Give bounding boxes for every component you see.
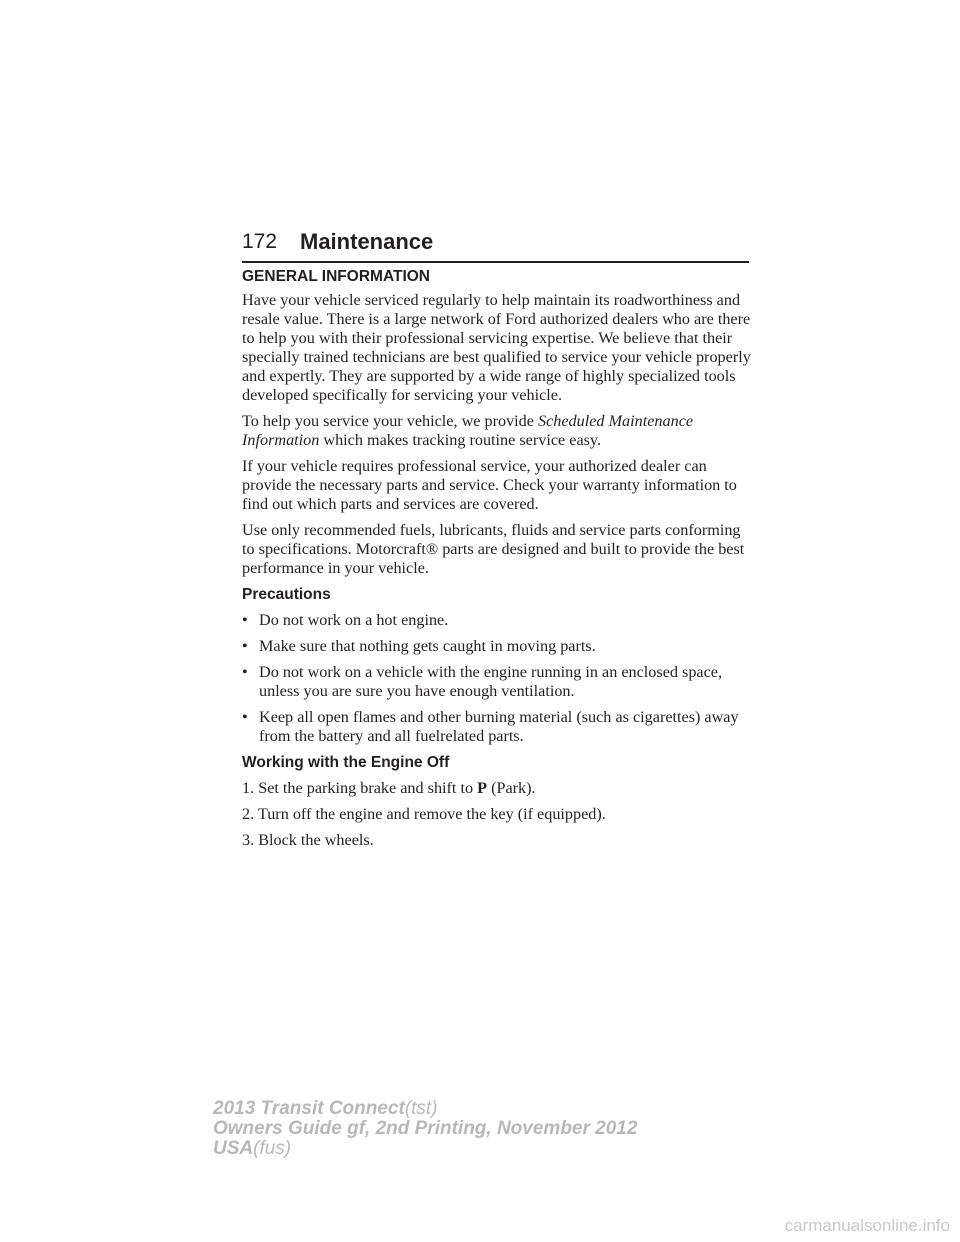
site-watermark: carmanualsonline.info: [784, 1216, 950, 1235]
list-item-text: Keep all open flames and other burning material (such as cigarettes) away from the battery and all fuelrelated parts.: [259, 708, 739, 745]
print-footer: [213, 1099, 637, 1159]
footer-line-2: Owners Guide gf, 2nd Printing, November 2012: [213, 1118, 638, 1139]
scheduled-maintenance-title: Scheduled Maintenance Information: [242, 412, 694, 449]
bullet: •: [242, 637, 248, 655]
list-item: [242, 708, 757, 746]
step-text-tail: (Park).: [487, 779, 536, 797]
general-paragraph-2-text: To help you service your vehicle, we provide: [242, 412, 538, 430]
engine-off-heading: Working with the Engine Off: [242, 754, 450, 771]
general-paragraph-3: If your vehicle requires professional service, your authorized dealer can provide the necessary parts and service. Check your warranty information to find out which parts and services are covered.: [242, 457, 737, 513]
bullet: •: [242, 663, 248, 681]
page-content: [242, 267, 757, 857]
page-header: [242, 227, 749, 263]
list-item-text: Make sure that nothing gets caught in moving parts.: [259, 637, 596, 655]
footer-model: 2013 Transit Connect: [213, 1098, 405, 1119]
engine-off-steps: [242, 779, 757, 850]
bullet: •: [242, 611, 248, 629]
section-title: Maintenance: [300, 229, 434, 254]
bullet: •: [242, 708, 248, 726]
list-item-text: Do not work on a hot engine.: [259, 611, 449, 629]
step-text: 1. Set the parking brake and shift to: [242, 779, 478, 797]
page-number: 172: [242, 230, 278, 253]
park-gear-letter: P: [477, 779, 488, 797]
general-information-heading: GENERAL INFORMATION: [242, 268, 431, 285]
footer-region: USA: [213, 1138, 254, 1159]
precautions-list: [242, 611, 757, 746]
step-item: 3. Block the wheels.: [242, 831, 374, 849]
list-item: [242, 611, 757, 630]
general-paragraph-2: [242, 412, 757, 450]
step-item: 2. Turn off the engine and remove the key (if equipped).: [242, 805, 606, 823]
list-item-text: Do not work on a vehicle with the engine running in an enclosed space, unless you are sure you have enough ventilation.: [259, 663, 723, 700]
general-paragraph-4: Use only recommended fuels, lubricants, fluids and service parts conforming to specifications. Motorcraft® parts are designed and built to provide the best performance in your vehicle.: [242, 521, 745, 577]
general-paragraph-2-tail: which makes tracking routine service easy.: [319, 431, 602, 449]
footer-model-code: (tst): [404, 1098, 438, 1119]
footer-region-code: (fus): [253, 1138, 292, 1159]
step-item: [242, 779, 757, 798]
footer-line-1: [213, 1099, 637, 1119]
precautions-heading: Precautions: [242, 586, 331, 603]
footer-line-3: [213, 1139, 637, 1159]
general-paragraph-1: Have your vehicle serviced regularly to help maintain its roadworthiness and resale value. There is a large network of Ford authorized dealers who are there to help you with their professional servicing expertise. We believe that their specially trained technicians are best qualified to service your vehicle properly and expertly. They are supported by a wide range of highly specialized tools developed specifically for servicing your vehicle.: [242, 291, 751, 404]
list-item: [242, 637, 757, 656]
list-item: [242, 663, 757, 701]
